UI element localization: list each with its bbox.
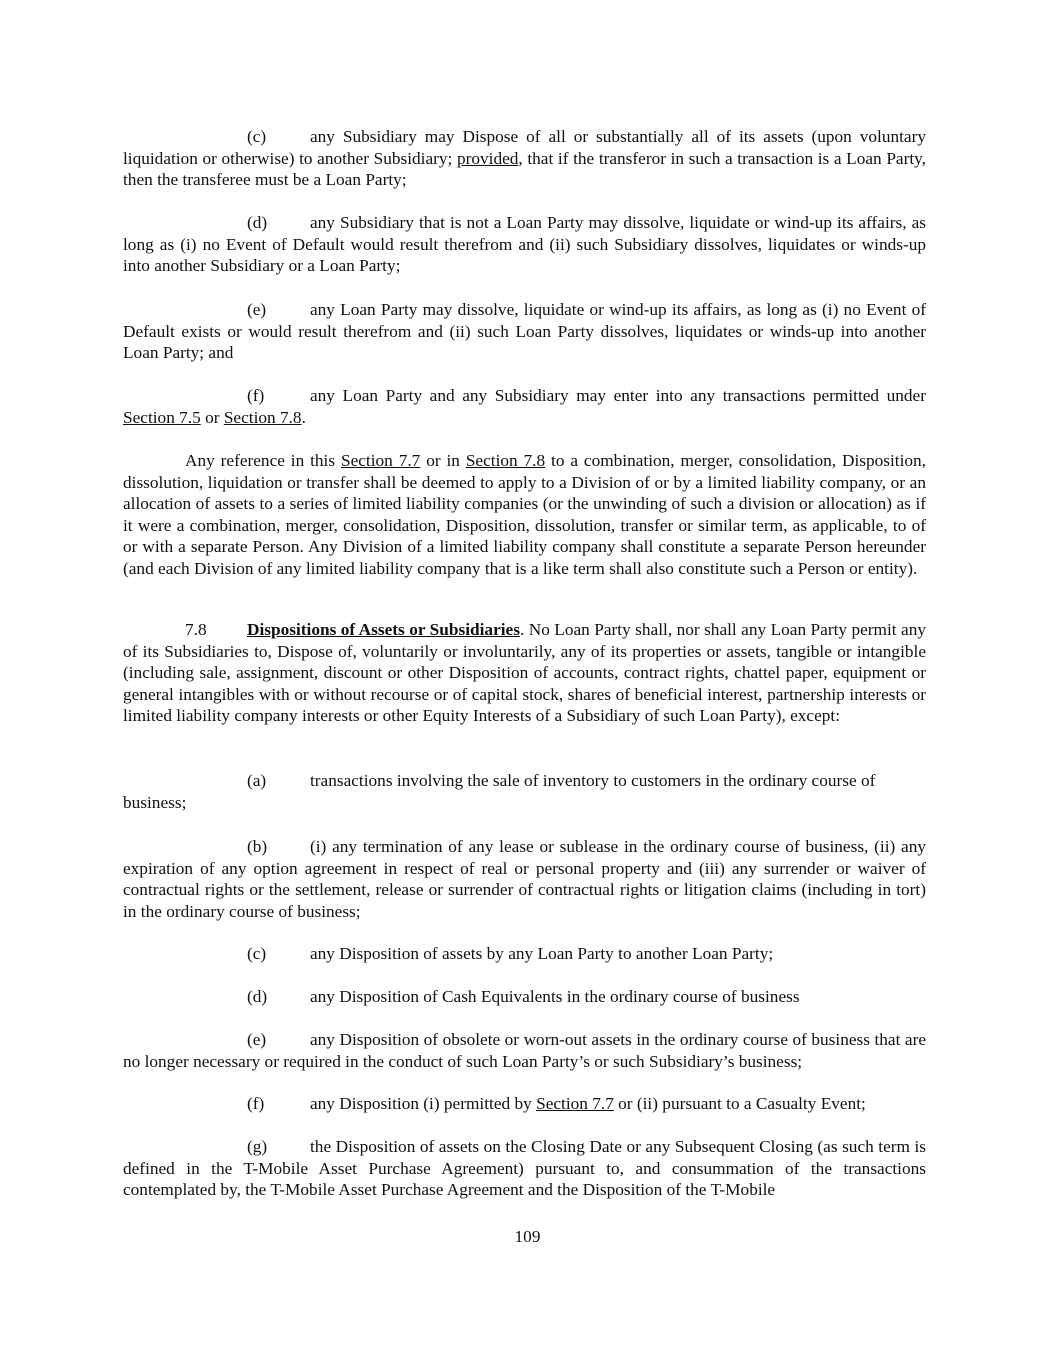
- section-reference: Section 7.8: [465, 451, 546, 470]
- clause-label: (f): [247, 386, 265, 405]
- clause-7-8-a: [123, 770, 926, 792]
- clause-text: any Disposition of assets by any Loan Party to another Loan Party;: [310, 944, 774, 963]
- clause-7-8-a-continuation: [123, 792, 926, 814]
- clause-label: (f): [247, 1094, 265, 1113]
- clause-text: any Disposition (i) permitted by: [310, 1094, 537, 1113]
- section-heading: Dispositions of Assets or Subsidiaries: [247, 620, 520, 639]
- clause-label: (e): [247, 300, 267, 319]
- clause-7-8-e: [123, 1029, 926, 1072]
- clause-label: (b): [247, 837, 268, 856]
- clause-text: business;: [123, 793, 187, 812]
- clause-text: any Disposition of Cash Equivalents in the ordinary course of business: [310, 987, 800, 1006]
- clause-7-8-d: [123, 986, 926, 1008]
- page-number: 109: [514, 1227, 541, 1246]
- clause-label: (c): [247, 127, 267, 146]
- section-reference: Section 7.7: [536, 1094, 614, 1113]
- clause-7-7-e: [123, 299, 926, 364]
- clause-7-8-c: [123, 943, 926, 965]
- clause-label: (e): [247, 1030, 267, 1049]
- clause-text: , that if the transferor in such a transaction is a Loan Party, then the transferee must be a Loan Party;: [123, 148, 926, 190]
- clause-7-7-c: [123, 126, 926, 191]
- section-7-8-intro: [123, 619, 926, 727]
- paragraph-text: to a combination, merger, consolidation, Disposition, dissolution, liquidation or transfer shall be deemed to apply to a Division of or by a limited liability company, or an allocation of assets to a series of limited liability companies (or the unwinding of such a division or allocation) as if it were a combination, merger, consolidation, Disposition, dissolution, transfer or similar term, as applicable, to of or with a separate Person. Any Division of a limited liability company shall constitute a separate Person hereunder (and each Division of any limited liability company that is a like term shall also constitute such a Person or entity).: [123, 451, 926, 578]
- clause-7-7-d: [123, 212, 926, 277]
- provided-term: provided: [456, 148, 519, 168]
- paragraph-text: . No Loan Party shall, nor shall any Loan Party permit any of its Subsidiaries to, Dispose of, voluntarily or involuntarily, any of its properties or assets, tangible or intangible (including sale, assignment, discount or other Disposition of accounts, contract rights, chattel paper, equipment or general intangibles with or without recourse or of capital stock, shares of beneficial interest, partnership interests or limited liability company interests or other Equity Interests of a Subsidiary of such Loan Party), except:: [123, 620, 926, 726]
- clause-text: .: [301, 407, 306, 427]
- section-number: 7.8: [185, 620, 207, 639]
- clause-text: transactions involving the sale of inventory to customers in the ordinary course of: [310, 771, 876, 790]
- clause-label: (g): [247, 1137, 268, 1156]
- clause-label: (c): [247, 944, 267, 963]
- clause-7-8-g: [123, 1136, 926, 1201]
- section-reference: Section 7.8: [223, 407, 302, 427]
- section-reference: Section 7.7: [340, 451, 421, 470]
- clause-text: or (ii) pursuant to a Casualty Event;: [613, 1094, 866, 1113]
- clause-7-7-f: [123, 385, 926, 428]
- clause-label: (a): [247, 771, 267, 790]
- clause-text: (i) any termination of any lease or sublease in the ordinary course of business, (ii) any expiration of any option agreement in respect of real or personal property and (iii) any surrender or waiver of contractual rights or the settlement, release or surrender of contractual rights or litigation claims (including in tort) in the ordinary course of business;: [123, 837, 926, 921]
- clause-text: the Disposition of assets on the Closing Date or any Subsequent Closing (as such term is defined in the T-Mobile Asset Purchase Agreement) pursuant to, and consummation of the transactions contemplated by, the T-Mobile Asset Purchase Agreement and the Disposition of the T-Mobile: [123, 1137, 926, 1200]
- clause-text: any Loan Party may dissolve, liquidate or wind-up its affairs, as long as (i) no Event of Default exists or would result therefrom and (ii) such Loan Party dissolves, liquidates or winds-up into another Loan Party; and: [123, 300, 926, 363]
- clause-text: or: [200, 407, 224, 427]
- clause-7-8-b: [123, 836, 926, 922]
- clause-text: any Disposition of obsolete or worn-out assets in the ordinary course of business that are no longer necessary or required in the conduct of such Loan Party’s or such Subsidiary’s business;: [123, 1030, 926, 1071]
- division-reference-paragraph: [123, 450, 926, 580]
- clause-text: any Subsidiary that is not a Loan Party may dissolve, liquidate or wind-up its affairs, as long as (i) no Event of Default would result therefrom and (ii) such Subsidiary dissolves, liquidates or winds-up into another Subsidiary or a Loan Party;: [123, 213, 926, 276]
- section-reference: Section 7.5: [123, 407, 201, 427]
- clause-label: (d): [247, 213, 268, 232]
- paragraph-text: or in: [420, 451, 466, 470]
- clause-text: any Loan Party and any Subsidiary may enter into any transactions permitted under: [310, 386, 926, 405]
- clause-7-8-f: [123, 1093, 926, 1115]
- paragraph-text: Any reference in this: [185, 451, 341, 470]
- clause-text: any Subsidiary may Dispose of all or substantially all of its assets (upon voluntary liquidation or otherwise) to another Subsidiary;: [123, 127, 926, 168]
- clause-label: (d): [247, 987, 268, 1006]
